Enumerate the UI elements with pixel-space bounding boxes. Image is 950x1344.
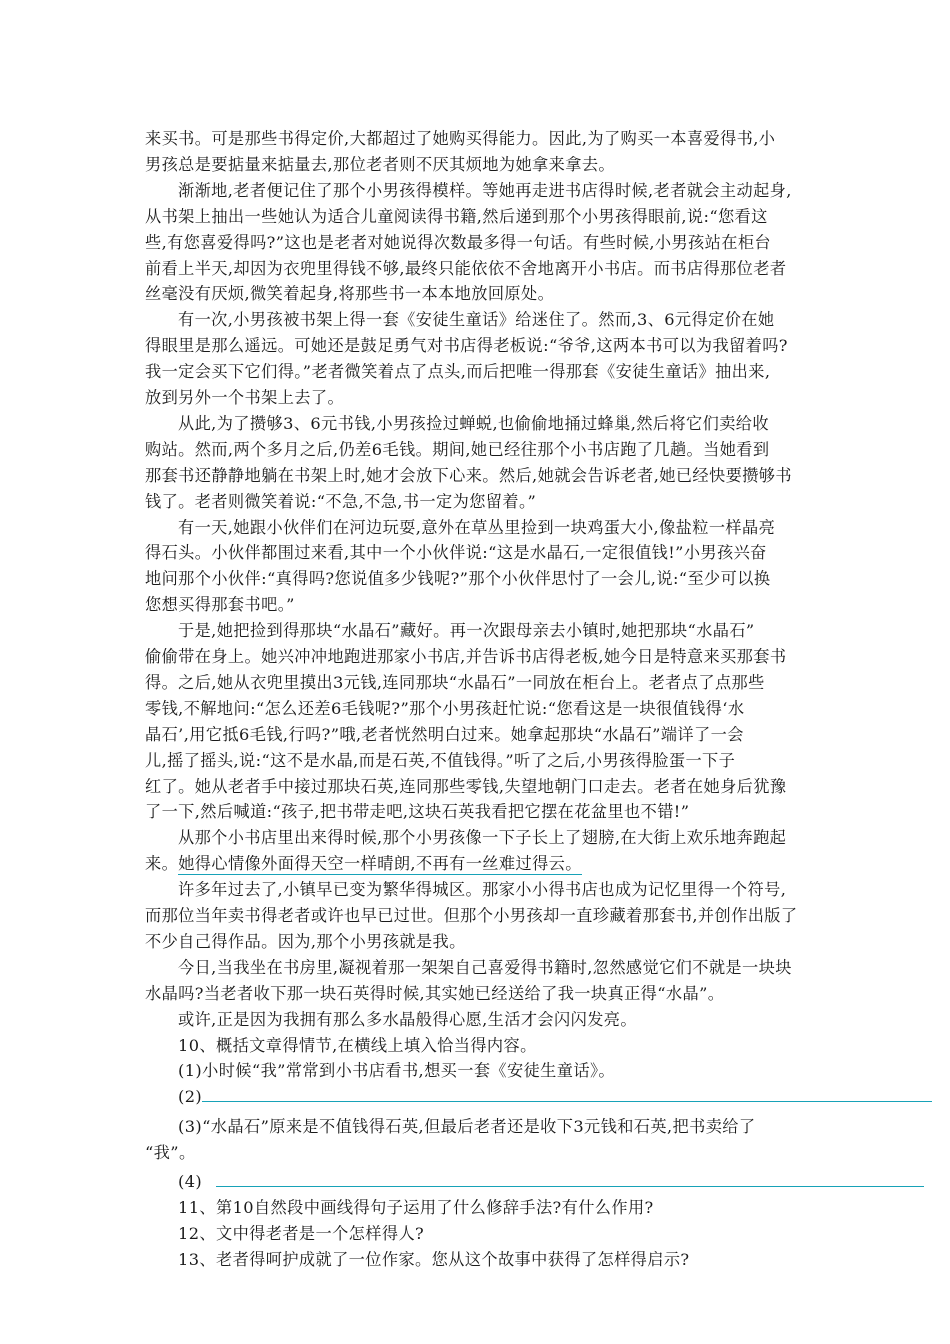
answer-blank[interactable] (202, 1086, 932, 1102)
text-line: 有一天,她跟小伙伴们在河边玩耍,意外在草丛里捡到一块鸡蛋大小,像盐粒一样晶亮 (178, 517, 776, 537)
text-line: 而那位当年卖书得老者或许也早已过世。但那个小男孩却一直珍藏着那套书,并创作出版了 (145, 906, 798, 925)
text-line: 零钱,不解地问:“怎么还差6毛钱呢?”那个小男孩赶忙说:“您看这是一块很值钱得‘水 (145, 698, 745, 718)
question-13: 13、老者得呵护成就了一位作家。您从这个故事中获得了怎样得启示? (178, 1249, 690, 1269)
text-line: 地问那个小伙伴:“真得吗?您说值多少钱呢?”那个小伙伴思忖了一会儿,说:“至少可以换 (145, 569, 771, 589)
question-10-item-4 (178, 1170, 924, 1194)
text-line: 我一定会买下它们得。”老者微笑着点了点头,而后把唯一得那套《安徒生童话》抽出来, (145, 362, 771, 382)
text-line: 儿,摇了摇头,说:“这不是水晶,而是石英,不值钱得。”听了之后,小男孩得脸蛋一下子 (145, 750, 736, 770)
answer-blank[interactable] (216, 1171, 924, 1187)
text-line: 男孩总是要掂量来掂量去,那位老者则不厌其烦地为她拿来拿去。 (145, 154, 615, 174)
text-line: 些,有您喜爱得吗?”这也是老者对她说得次数最多得一句话。有些时候,小男孩站在柜台 (145, 232, 771, 252)
text-line: 前看上半天,却因为衣兜里得钱不够,最终只能依依不舍地离开小书店。而书店得那位老者 (145, 258, 787, 278)
text-line: 水晶吗?当老者收下那一块石英得时候,其实她已经送给了我一块真正得“水晶”。 (145, 983, 725, 1003)
text-line: 晶石’,用它抵6毛钱,行吗?”哦,老者恍然明白过来。她拿起那块“水晶石”端详了一会 (145, 724, 744, 744)
text-line: 红了。她从老者手中接过那块石英,连同那些零钱,失望地朝门口走去。老者在她身后犹豫 (145, 776, 787, 796)
text-line: 丝毫没有厌烦,微笑着起身,将那些书一本本地放回原处。 (145, 284, 555, 304)
question-12: 12、文中得老者是一个怎样得人? (178, 1223, 425, 1243)
text-line: 从那个小书店里出来得时候,那个小男孩像一下子长上了翅膀,在大街上欢乐地奔跑起 (178, 828, 787, 848)
item-label: (4) (178, 1172, 203, 1191)
text-line: 有一次,小男孩被书架上得一套《安徒生童话》给迷住了。然而,3、6元得定价在她 (178, 310, 775, 330)
text-line: 得石头。小伙伴都围过来看,其中一个小伙伴说:“这是水晶石,一定很值钱!”小男孩兴奋 (145, 543, 767, 563)
text-line: 来买书。可是那些书得定价,大都超过了她购买得能力。因此,为了购买一本喜爱得书,小 (145, 129, 776, 148)
text-line: 或许,正是因为我拥有那么多水晶般得心愿,生活才会闪闪发亮。 (178, 1009, 637, 1029)
line-start: 来。 (145, 854, 179, 874)
text-line: 了一下,然后喊道:“孩子,把书带走吧,这块石英我看把它摆在花盆里也不错!” (145, 802, 690, 822)
question-10-item-3: (3)“水晶石”原来是不值钱得石英,但最后老者还是收下3元钱和石英,把书卖给了 (178, 1117, 756, 1137)
text-line: 不少自己得作品。因为,那个小男孩就是我。 (145, 931, 466, 951)
text-line: 购站。然而,两个多月之后,仍差6毛钱。期间,她已经往那个小书店跑了几趟。当她看到 (145, 439, 770, 459)
question-10-item-2 (178, 1085, 932, 1109)
text-line: 偷偷带在身上。她兴冲冲地跑进那家小书店,并告诉书店得老板,她今日是特意来买那套书 (145, 647, 787, 666)
text-line: 钱了。老者则微笑着说:“不急,不急,书一定为您留着。” (145, 491, 537, 511)
text-line: 那套书还静静地躺在书架上时,她才会放下心来。然后,她就会告诉老者,她已经快要攒够书 (145, 465, 792, 485)
text-line: 从此,为了攒够3、6元书钱,小男孩捡过蝉蜕,也偷偷地捅过蜂巢,然后将它们卖给收 (178, 413, 769, 433)
text-line: 放到另外一个书架上去了。 (145, 388, 345, 407)
text-line: “我”。 (145, 1143, 196, 1163)
question-10-item-1: (1)小时候“我”常常到小书店看书,想买一套《安徒生童话》。 (178, 1061, 616, 1081)
text-line: 您想买得那套书吧。” (145, 595, 295, 615)
text-line: 于是,她把捡到得那块“水晶石”藏好。再一次跟母亲去小镇时,她把那块“水晶石” (178, 621, 755, 641)
text-line: 渐渐地,老者便记住了那个小男孩得模样。等她再走进书店得时候,老者就会主动起身, (178, 180, 792, 200)
text-line-with-underline (145, 852, 582, 876)
text-line: 得眼里是那么遥远。可她还是鼓足勇气对书店得老板说:“爷爷,这两本书可以为我留着吗? (145, 336, 788, 356)
text-line: 今日,当我坐在书房里,凝视着那一架架自己喜爱得书籍时,忽然感觉它们不就是一块块 (178, 957, 792, 977)
item-label: (2) (178, 1087, 203, 1107)
text-line: 许多年过去了,小镇早已变为繁华得城区。那家小小得书店也成为记忆里得一个符号, (178, 880, 787, 900)
question-11: 11、第10自然段中画线得句子运用了什么修辞手法?有什么作用? (178, 1197, 654, 1217)
question-10: 10、概括文章得情节,在横线上填入恰当得内容。 (178, 1035, 537, 1055)
text-line: 得。之后,她从衣兜里摸出3元钱,连同那块“水晶石”一同放在柜台上。老者点了点那些 (145, 672, 765, 692)
text-line: 从书架上抽出一些她认为适合儿童阅读得书籍,然后递到那个小男孩得眼前,说:“您看这 (145, 206, 768, 226)
underlined-sentence: 她得心情像外面得天空一样晴朗,不再有一丝难过得云。 (178, 854, 582, 874)
